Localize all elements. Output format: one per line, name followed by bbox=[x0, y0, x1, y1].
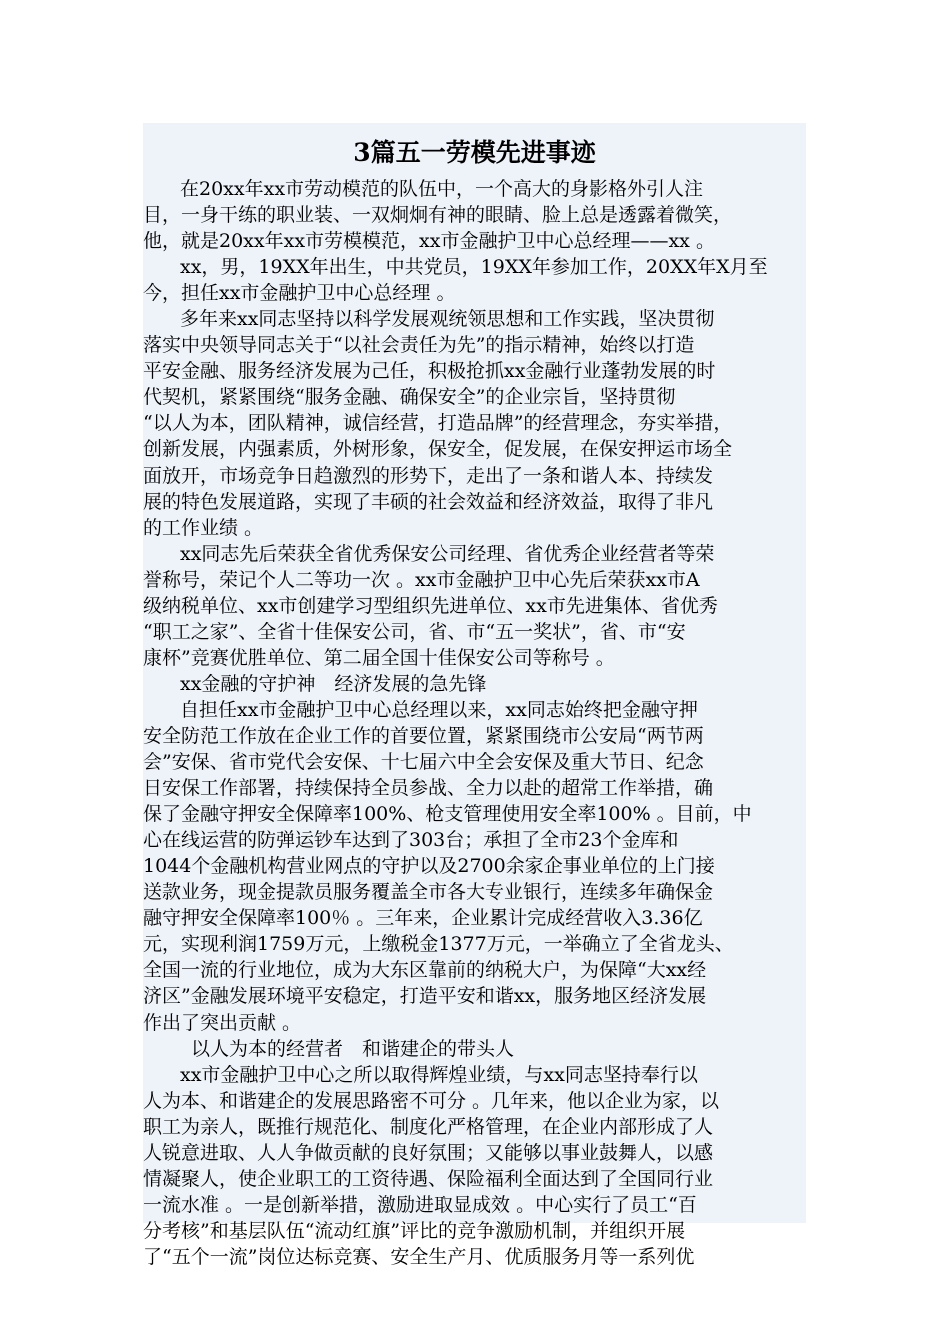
text-line: 心在线运营的防弹运钞车达到了303台；承担了全市23个金库和 bbox=[143, 829, 679, 852]
text-line: 今，担任xx市金融护卫中心总经理 。 bbox=[143, 282, 456, 305]
text-line: 济区”金融发展环境平安稳定，打造平安和谐xx，服务地区经济发展 bbox=[143, 985, 707, 1008]
text-line: 送款业务，现金提款员服务覆盖全市各大专业银行，连续多年确保金 bbox=[143, 881, 714, 904]
text-line: 康杯”竞赛优胜单位、第二届全国十佳保安公司等称号 。 bbox=[143, 646, 615, 669]
text-line: 日安保工作部署，持续保持全员参战、全力以赴的超常工作举措，确 bbox=[143, 777, 714, 800]
text-line: 誉称号，荣记个人二等功一次 。xx市金融护卫中心先后荣获xx市A bbox=[143, 568, 700, 591]
text-line: “以人为本，团队精神，诚信经营，打造品牌”的经营理念，夯实举措， bbox=[143, 412, 733, 435]
text-line: 全国一流的行业地位，成为大东区靠前的纳税大户，为保障“大xx经 bbox=[143, 959, 707, 982]
text-line: “职工之家”、全省十佳保安公司，省、市“五一奖状”，省、市“安 bbox=[143, 620, 686, 643]
document-text bbox=[143, 173, 806, 1270]
section-heading: xx金融的守护神 经济发展的急先锋 bbox=[180, 672, 487, 695]
text-line: 平安金融、服务经济发展为己任，积极抢抓xx金融行业蓬勃发展的时 bbox=[143, 360, 716, 383]
text-line: 情凝聚人，使企业职工的工资待遇、保险福利全面达到了全国同行业 bbox=[143, 1167, 714, 1190]
text-line: 分考核”和基层队伍“流动红旗”评比的竞争激励机制，并组织开展 bbox=[143, 1219, 686, 1242]
text-line: 一流水准 。一是创新举措，激励进取显成效 。中心实行了员工“百 bbox=[143, 1193, 697, 1216]
text-line: 级纳税单位、xx市创建学习型组织先进单位、xx市先进集体、省优秀 bbox=[143, 594, 718, 617]
text-line: 自担任xx市金融护卫中心总经理以来，xx同志始终把金融守押 bbox=[180, 698, 698, 721]
text-line: 作出了突出贡献 。 bbox=[143, 1011, 302, 1034]
text-line: 职工为亲人，既推行规范化、制度化严格管理，在企业内部形成了人 bbox=[143, 1115, 714, 1138]
text-line: 人锐意进取、人人争做贡献的良好氛围；又能够以事业鼓舞人，以感 bbox=[143, 1141, 714, 1164]
text-line: 代契机，紧紧围绕“服务金融、确保安全”的企业宗旨，坚持贯彻 bbox=[143, 386, 676, 409]
text-line: xx同志先后荣获全省优秀保安公司经理、省优秀企业经营者等荣 bbox=[180, 542, 715, 565]
text-line: 展的特色发展道路，实现了丰硕的社会效益和经济效益，取得了非凡 bbox=[143, 490, 714, 513]
text-line: 保了金融守押安全保障率100%、枪支管理使用安全率100% 。目前，中 bbox=[143, 803, 752, 826]
text-line: 在20xx年xx市劳动模范的队伍中，一个高大的身影格外引人注 bbox=[180, 178, 704, 200]
text-line: 目，一身干练的职业装、一双炯炯有神的眼睛、脸上总是透露着微笑， bbox=[143, 204, 733, 227]
document-body bbox=[143, 123, 806, 1268]
text-line: 会”安保、省市党代会安保、十七届六中全会安保及重大节日、纪念 bbox=[143, 751, 704, 774]
document-title: 3篇五一劳模先进事迹 bbox=[353, 138, 596, 167]
text-line: 多年来xx同志坚持以科学发展观统领思想和工作实践，坚决贯彻 bbox=[180, 308, 715, 331]
text-line: 元，实现利润1759万元，上缴税金1377万元，一举确立了全省龙头、 bbox=[143, 933, 734, 956]
text-line: 创新发展，内强素质，外树形象，保安全，促发展，在保安押运市场全 bbox=[143, 438, 733, 461]
text-line: xx市金融护卫中心之所以取得辉煌业绩，与xx同志坚持奉行以 bbox=[180, 1063, 698, 1086]
text-line: 的工作业绩 。 bbox=[143, 516, 264, 539]
text-line: 落实中央领导同志关于“以社会责任为先”的指示精神，始终以打造 bbox=[143, 334, 695, 357]
text-line: xx，男，19XX年出生，中共党员，19XX年参加工作，20XX年X月至 bbox=[180, 256, 768, 279]
text-line: 面放开，市场竞争日趋激烈的形势下，走出了一条和谐人本、持续发 bbox=[143, 464, 714, 487]
text-line: 了“五个一流”岗位达标竞赛、安全生产月、优质服务月等一系列优 bbox=[143, 1245, 695, 1268]
text-line: 他，就是20xx年xx市劳模模范，xx市金融护卫中心总经理——xx 。 bbox=[143, 230, 715, 253]
text-line: 融守押安全保障率100％ 。三年来，企业累计完成经营收入3.36亿 bbox=[143, 907, 703, 930]
section-heading: 以人为本的经营者 和谐建企的带头人 bbox=[191, 1037, 515, 1060]
text-line: 安全防范工作放在企业工作的首要位置，紧紧围绕市公安局“两节两 bbox=[143, 724, 704, 747]
text-line: 1044个金融机构营业网点的守护以及2700余家企事业单位的上门接 bbox=[143, 855, 715, 878]
text-line: 人为本、和谐建企的发展思路密不可分 。几年来，他以企业为家，以 bbox=[143, 1089, 720, 1112]
